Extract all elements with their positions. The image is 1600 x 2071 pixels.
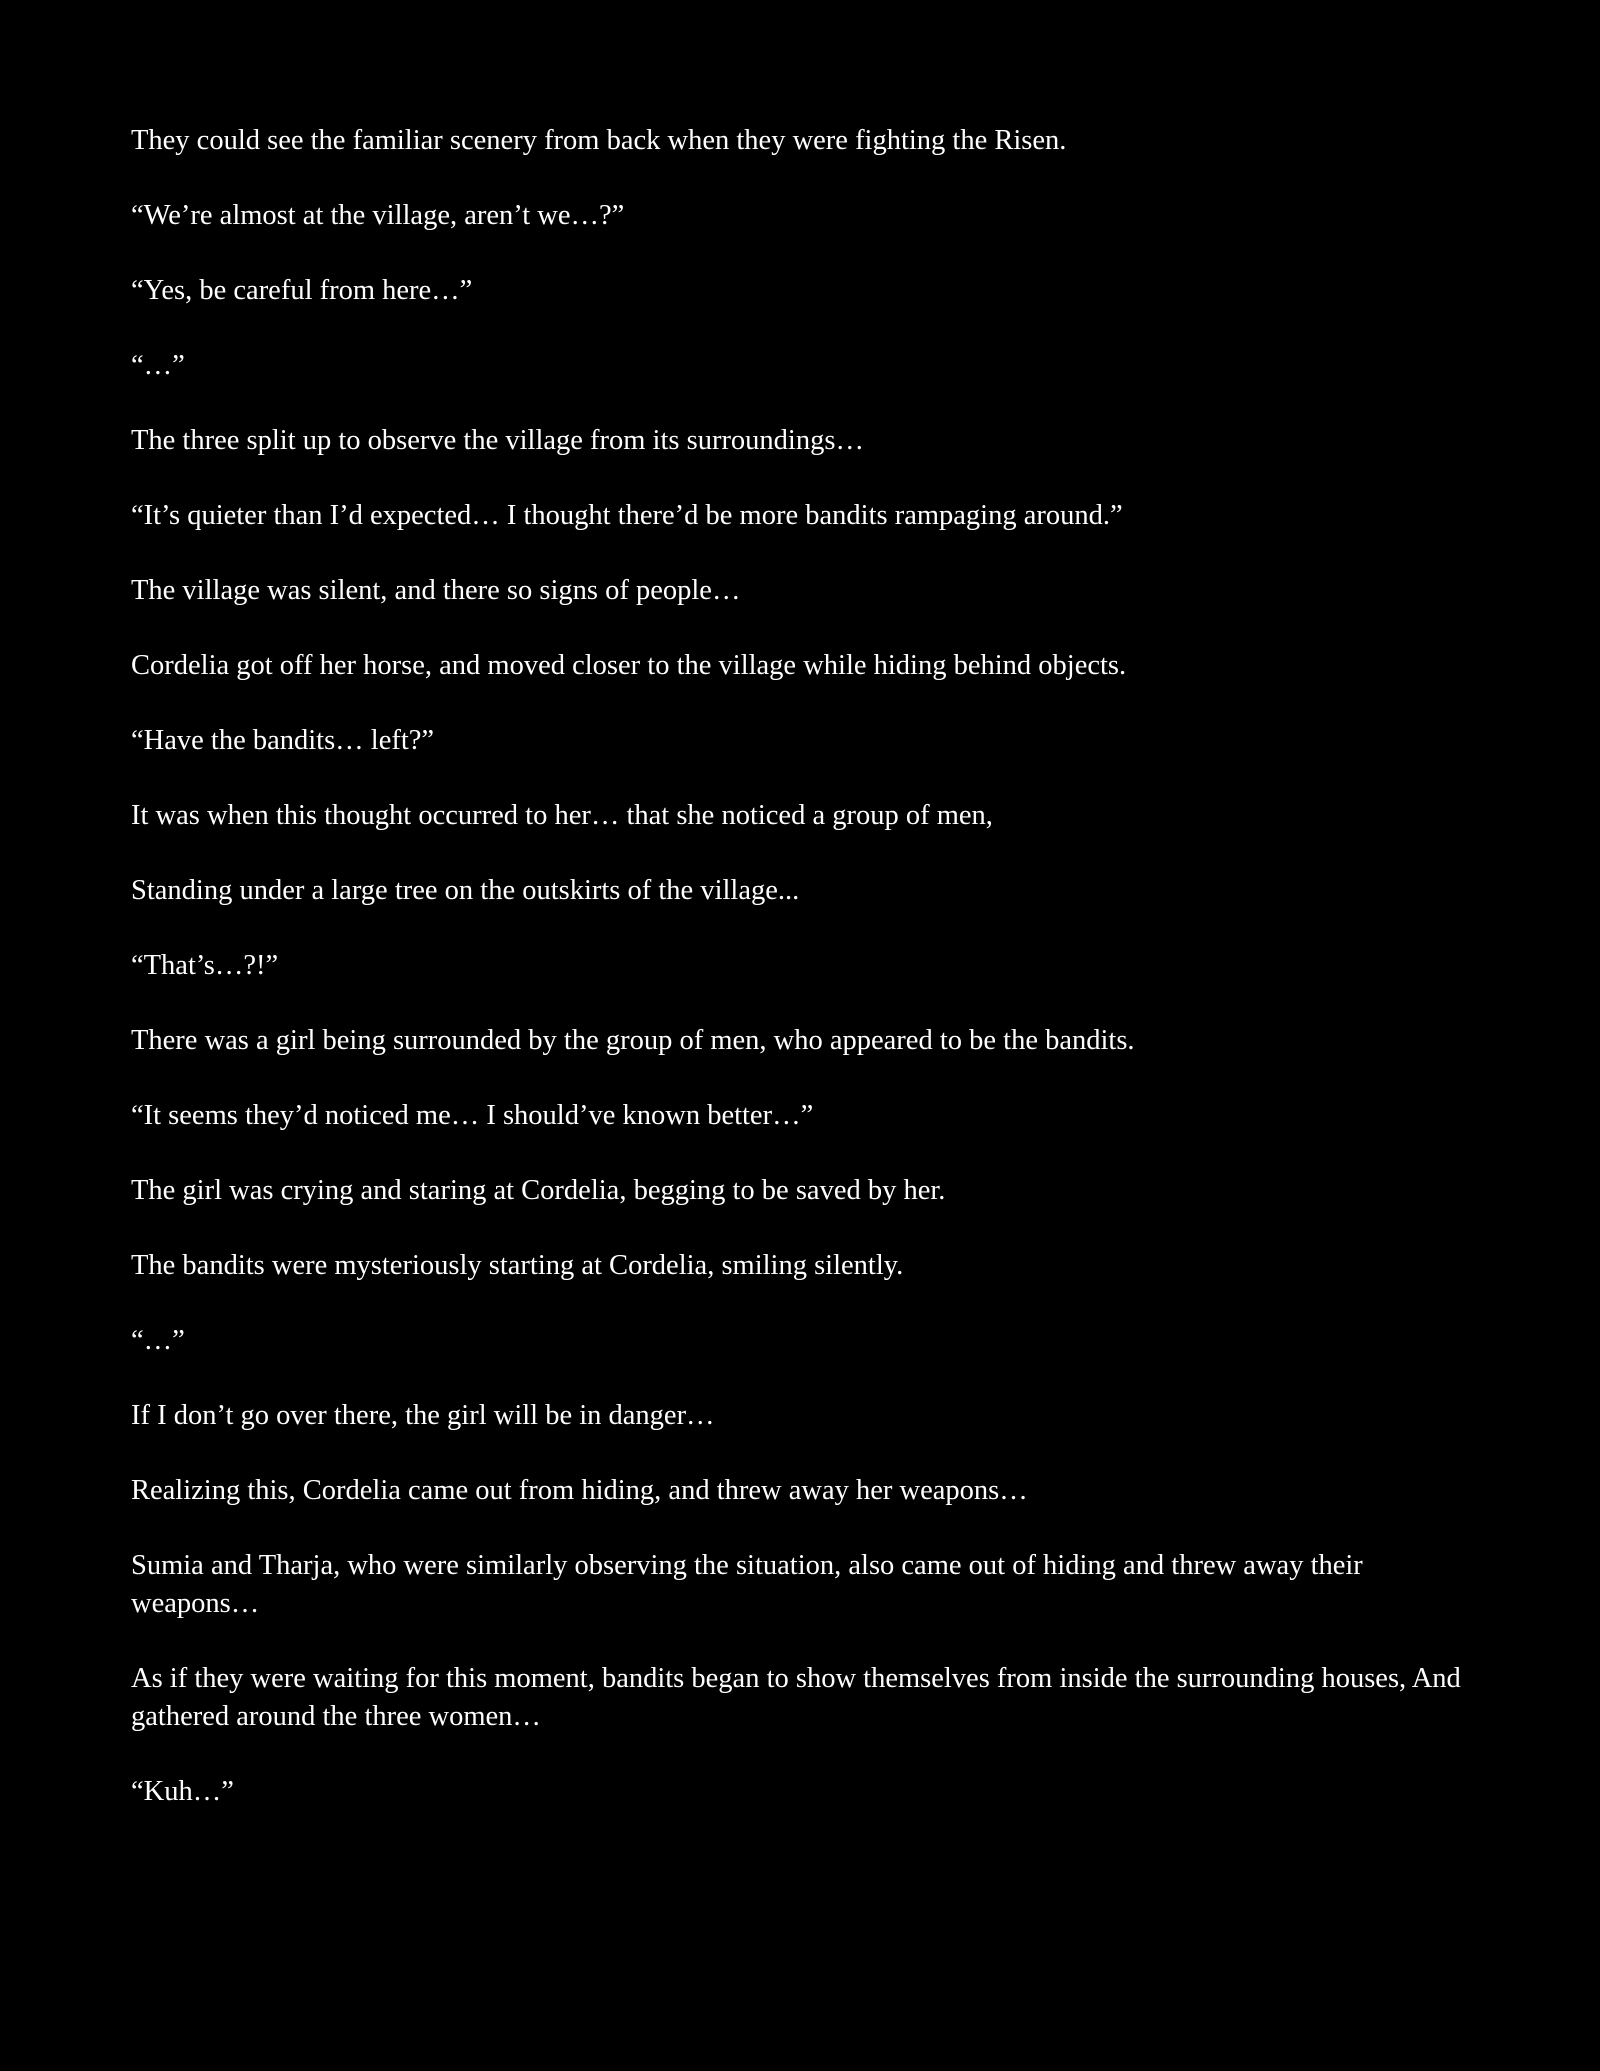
paragraph: “Yes, be careful from here…” xyxy=(131,275,473,306)
paragraph: As if they were waiting for this moment, bandits began to show themselves from inside the surrounding houses, And gathered around the three women… xyxy=(131,1663,1461,1732)
paragraph: Realizing this, Cordelia came out from hiding, and threw away her weapons… xyxy=(131,1475,1028,1506)
paragraph: If I don’t go over there, the girl will be in danger… xyxy=(131,1400,715,1431)
paragraph: There was a girl being surrounded by the group of men, who appeared to be the bandits. xyxy=(131,1025,1135,1056)
paragraph: The girl was crying and staring at Cordelia, begging to be saved by her. xyxy=(131,1175,946,1206)
paragraph: The bandits were mysteriously starting at Cordelia, smiling silently. xyxy=(131,1250,904,1281)
paragraph: “Have the bandits… left?” xyxy=(131,725,435,756)
paragraph: “…” xyxy=(131,1325,185,1356)
paragraph: “It’s quieter than I’d expected… I thought there’d be more bandits rampaging around.” xyxy=(131,500,1123,531)
paragraph: Standing under a large tree on the outskirts of the village... xyxy=(131,875,800,906)
paragraph: Cordelia got off her horse, and moved closer to the village while hiding behind objects. xyxy=(131,650,1127,681)
story-text xyxy=(131,122,1461,1848)
paragraph: “…” xyxy=(131,350,185,381)
paragraph: “Kuh…” xyxy=(131,1776,234,1807)
paragraph: They could see the familiar scenery from back when they were fighting the Risen. xyxy=(131,125,1067,156)
paragraph: “We’re almost at the village, aren’t we…?” xyxy=(131,200,625,231)
paragraph: Sumia and Tharja, who were similarly observing the situation, also came out of hiding and threw away their weapons… xyxy=(131,1550,1363,1619)
paragraph: “It seems they’d noticed me… I should’ve known better…” xyxy=(131,1100,814,1131)
paragraph: The three split up to observe the village from its surroundings… xyxy=(131,425,864,456)
paragraph: “That’s…?!” xyxy=(131,950,279,981)
paragraph: The village was silent, and there so signs of people… xyxy=(131,575,741,606)
paragraph: It was when this thought occurred to her… that she noticed a group of men, xyxy=(131,800,993,831)
